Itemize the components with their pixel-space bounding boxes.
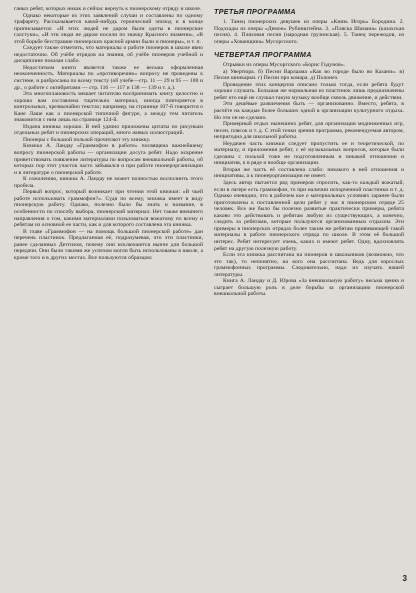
paragraph: Отрывки из оперы Мусоргского «Борис Годунов».	[223, 62, 346, 69]
paragraph: Недостатком книги является также ее весьма оформленная неоконченность. Материалы по «противоречию» вопросу не проведены к системе, и разбросаны по всему тексту (об учебе—стр. 11 — 29 и 95 — 100 и др., о работе с октябрятами — стр. 116 — 117 и 138 — 139 и т. д.).	[14, 64, 203, 91]
paragraph: Вторая же часть её составлена слабо: никакого в ней отношения и инициативы, а к пионерорганизации не имеет.	[214, 166, 404, 180]
paragraph: Здесь автор пытается ряд примеров спросить, как-то каждый вожатый, если в лагере есть граммофон, то при наличии испорченной пластинки и т. д. Однако очевидно, что в рабочем кое о материальных условиях заранее были приготовлены к поставленной цели ребят у нас в пионерском отряде 25 человек. Все же было бы полезно развитые практически примеры, ребята каково это действовать и ребятам любую из существующих, а конечно, следить за ребятами, которые пользуются организованным отдыхом. Эти примеры в пионерских отрядах более таким же ребятам прививающей такой материалы в работе пионерского отряда по школе. В этом её большой интерес. Ребят интересует очень, каких и имеют ребят. Одну, вдохновлять ребят на другую полезную работу.	[214, 180, 404, 252]
paragraph: Эти дешёвые развлечения быть — организованно. Вместо, ребята, в расчёте на каждые более больших одной в организации культурного отдыха. Но эти он не сделано.	[214, 101, 404, 121]
paragraph: Книга А. Ландау и Д. Юрова «За внешкольную работу» весьма ценна и сыграет большую роль в деле борьбы за организацию пионерской внешкольной работы.	[214, 278, 404, 298]
paragraph: Однако некоторые из этих заявлений случаи и составлены по одному трафарету. Рассказывается какой-нибудь героический эпизод и в конце приписывается: «И этих людей не даром были одеты в пионерские галстуки», «И эти люди не даром носили по значку Красного знамени», «В этой борьбе бесстрашие пионерских красной армии были и пионеры», и т. п.	[14, 12, 203, 45]
paragraph: Пионеры с большой пользой прочитают эту книжку.	[23, 136, 151, 143]
paragraph: К сожалению, книжка А. Ландау не может полностью восполнить этого пробела.	[14, 176, 203, 189]
paragraph: Книжка А. Ландау «Граммофон в работе» посвящена важнейшему вопросу пионерской работы — организации досуга ребят. Надо искренне приветствовать появление литературы по вопросам внешкольной работы, об которых пор этот участок часто забывался и при работе пионерорганизации и в литературе о пионерской работе.	[14, 143, 203, 176]
paragraph: В главе «Граммофон — на помощь большой пионерской работе» дан перечень пластинок. Предлагаемая её, подразумевая, что эти пластинки, ранее сделанных Детгизом, почему они исключаются нынче для большой передачи. Они были такими же успехом могли быть использованы в школе, а кроме того и в других местах. Все пользуются образцом:	[14, 228, 203, 261]
paragraph: 1. Танец пионерских девушек из оперы «Князь Игорь» Бородина. 2. Подзхады из оперы «Демон» Рубинштейна. 3. «Пляска Шамана» (казахская песня). 4. Пляховая песня (народная грузинская). 5. Танец пережодов, из оперы «Хованщина» Мусоргского.	[214, 19, 404, 45]
right-column	[214, 6, 404, 298]
paragraph: Следует также отметить, что материалы о работе пионеров в школе явно недостаточно. Об учёбе отрядов на знания, об учёбе пионеров учебной и дисциплине показан слабо.	[14, 45, 203, 65]
paragraph: а) Увертюра. б) Песни Варлаама «Как во городе было во Казани». в) Песни шинкарки. г) Песни про комара. д) Полонез.	[214, 68, 404, 82]
paragraph: Эта многоплановость мешает читателю воспринимать книгу целостно и хорошо вам составлена тщательно материал, иногда повторяется в контрольных, чрезвычайно текстах; например, на странице 107-й говорится о Кане Лаше как о пионерской типичной фигуре, а между тем читатель знакомится с ним лишь на странице 124-й.	[14, 91, 203, 124]
paragraph: Первый вопрос, который возникает при чтении этой книжки: «В чьей работе использовать граммофон?». Судя по всему, книжка имеет в виду пионерскую работу. Однако, полезно было бы знать и название, в особенности по способу выбора, пионерский материал. Нет также внешнего направления о том, какими материалами пользоваться вожатому по всему и ребятам из основной ее части, как и для которого составлена эта книжка.	[14, 189, 203, 229]
program-list	[214, 19, 404, 45]
paragraph: Примерный отдых нынешних ребят, для организации модинженных игр, песен, плясок и т. д. С этой точки зрения программа, рекомендуемая автором, непригодна для школьной работы.	[214, 121, 404, 141]
paragraph: Издана книжка хорошо. В ней удачно приложены цитаты по рисункам отдельных ребят и пионерских операций, много живых иллюстраций.	[14, 123, 203, 137]
section-title: ЧЕТВЕРТАЯ ПРОГРАММА	[214, 50, 312, 60]
page-number: 3	[402, 574, 407, 583]
paragraph: Неудачен часть книжки следует пропустить ее и теоретической, по материалу, и приложения ребят, с её музыкальных вопросов, которые были сделаны с пользой тоже не подготовленным и никакой отношении и инициатив, к в ряде и вообще организации.	[214, 140, 404, 167]
section-title: ТРЕТЬЯ ПРОГРАММА	[214, 7, 296, 16]
paragraph: Проведение этих концертов описано только тогда, если ребята будут хорошо слушать. Большая же нормальная из пластинок лишь предназначены ребят кто ещё не слушал такую музыку вообще сквозь движение, и действии.	[214, 81, 404, 101]
left-column	[14, 6, 203, 261]
paragraph: Если эта книжка рассчитана на пионеров и школьников (возможно, что это так), то непонятно, на кого она рассчитана. Ведь для взрослых граммофонных программы. Следовательно, надо их изучать нашей литературы.	[214, 252, 404, 278]
paragraph: ганых ребят, которых никак и сейчас вернуть к пионерскому отряду и школе.	[14, 6, 202, 12]
